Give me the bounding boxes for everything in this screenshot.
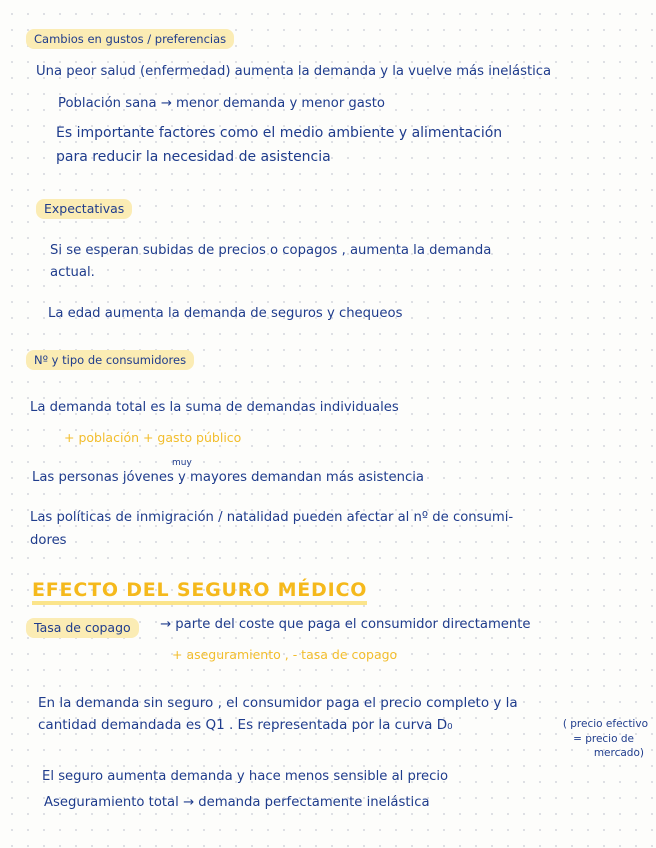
text-line: Si se esperan subidas de precios o copagos , aumenta la demanda: [50, 243, 492, 258]
highlight-line: + aseguramiento , - tasa de copago: [172, 647, 398, 662]
text-line: Las personas jóvenes y mayores demandan más asistencia: [32, 470, 425, 485]
side-note-line: = precio de: [573, 733, 634, 745]
section-heading-expectativas: Expectativas: [36, 199, 132, 219]
text-line: dores: [30, 533, 67, 548]
definition-line: → parte del coste que paga el consumidor directamente: [160, 617, 531, 632]
text-line: Aseguramiento total → demanda perfectamente inelástica: [44, 795, 430, 810]
text-line: El seguro aumenta demanda y hace menos sensible al precio: [42, 769, 449, 784]
text-line: actual.: [50, 265, 95, 280]
side-note-line: ( precio efectivo: [562, 718, 648, 730]
text-line: Es importante factores como el medio ambiente y alimentación: [56, 125, 503, 141]
section-heading-consumidores: Nº y tipo de consumidores: [26, 350, 194, 370]
text-line: Las políticas de inmigración / natalidad pueden afectar al nº de consumi-: [30, 510, 514, 525]
text-line: La demanda total es la suma de demandas individuales: [30, 400, 399, 415]
text-line: Una peor salud (enfermedad) aumenta la demanda y la vuelve más inelástica: [36, 64, 552, 79]
text-line: La edad aumenta la demanda de seguros y chequeos: [48, 306, 403, 321]
term-tasa-copago: Tasa de copago: [26, 618, 139, 638]
title-seguro-medico: EFECTO DEL SEGURO MÉDICO: [32, 579, 367, 605]
text-line: cantidad demandada es Q1 . Es representada por la curva D₀: [38, 717, 453, 733]
annotation-muy: muy: [172, 458, 192, 468]
section-heading-gustos: Cambios en gustos / preferencias: [26, 29, 234, 49]
text-line: En la demanda sin seguro , el consumidor paga el precio completo y la: [38, 695, 518, 711]
highlight-line: + población + gasto público: [64, 430, 242, 445]
text-line: Población sana → menor demanda y menor gasto: [58, 96, 385, 111]
text-line: para reducir la necesidad de asistencia: [56, 149, 331, 165]
side-note-line: mercado): [593, 747, 644, 759]
